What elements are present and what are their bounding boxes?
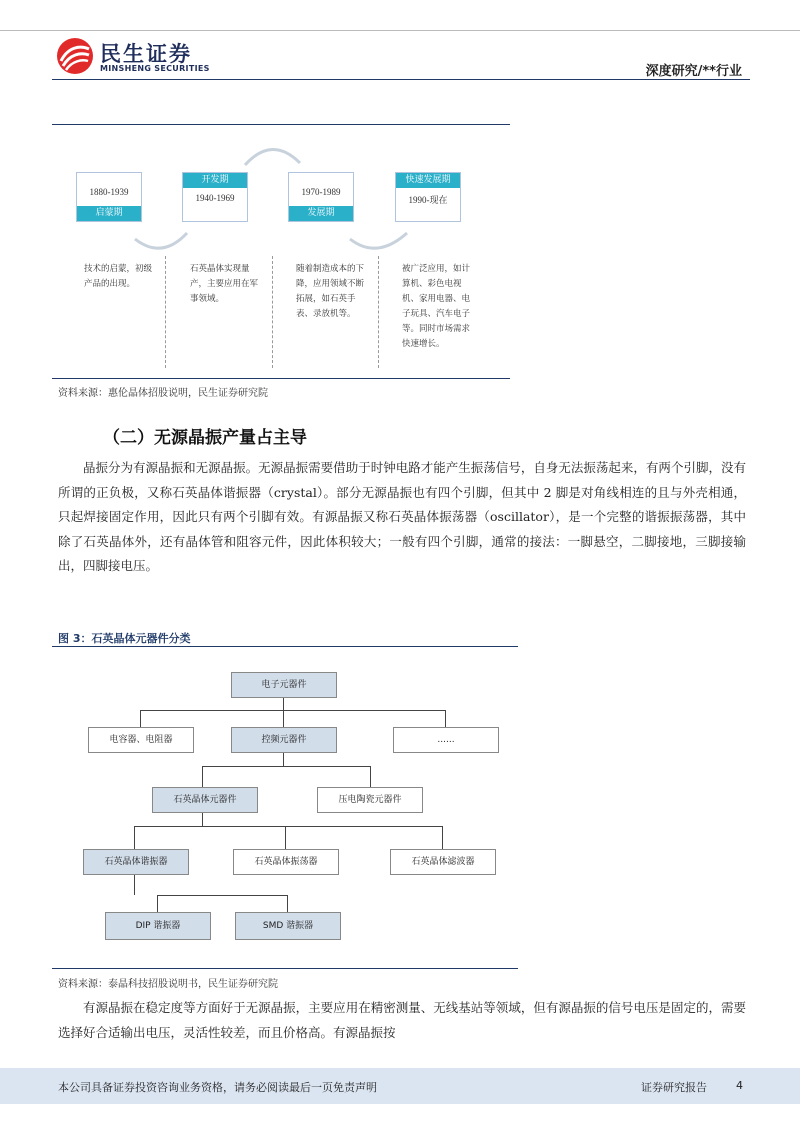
stage-3 [288, 172, 354, 222]
stage-1-period: 1880-1939 [89, 187, 129, 197]
node-piezo-ceramic-components: 压电陶瓷元器件 [317, 787, 423, 813]
stage-1-desc: 技术的启蒙，初级产品的出现。 [84, 264, 153, 289]
figure3-source: 资料来源：泰晶科技招股说明书，民生证券研究院 [58, 979, 278, 990]
node-smd-resonator: SMD 谐振器 [235, 912, 341, 940]
top-rule [0, 30, 800, 31]
page-number: 4 [736, 1079, 743, 1092]
tree-connector [287, 895, 288, 912]
tree-connector [140, 710, 445, 711]
paragraph-1 [58, 456, 746, 579]
figure3-top-rule [52, 646, 518, 647]
figure2-top-rule [52, 124, 510, 125]
node-crystal-oscillator: 石英晶体振荡器 [233, 849, 339, 875]
tree-connector [442, 826, 443, 849]
stage-3-period: 1970-1989 [301, 187, 341, 197]
tree-connector [134, 826, 135, 849]
logo-text-en: MINSHENG SECURITIES [100, 64, 210, 73]
tree-connector [157, 895, 158, 912]
stage-2-desc: 石英晶体实现量产，主要应用在军事领域。 [190, 264, 259, 304]
tree-connector [202, 766, 203, 787]
tree-connector [283, 752, 284, 766]
tree-connector [285, 826, 286, 849]
tree-connector [283, 698, 284, 710]
node-dip-resonator: DIP 谐振器 [105, 912, 211, 940]
stage-2 [182, 172, 248, 222]
figure2-bottom-rule [52, 378, 510, 379]
node-frequency-control: 控频元器件 [231, 727, 337, 753]
timeline-divider [165, 256, 167, 368]
stage-4-period: 1990-现在 [408, 195, 448, 205]
figure3-title: 图 3：石英晶体元器件分类 [58, 632, 191, 645]
stage-4 [395, 172, 461, 222]
tree-connector [202, 766, 370, 767]
tree-connector [202, 811, 203, 826]
tree-connector [134, 826, 442, 827]
paragraph-2-text: 有源晶振在稳定度等方面好于无源晶振，主要应用在精密测量、无线基站等领域，但有源晶振的信号电压是固定的，需要选择好合适输出电压，灵活性较差，而且价格高。有源晶振按 [58, 1000, 746, 1040]
stage-4-label: 快速发展期 [396, 173, 460, 188]
stage-2-label: 开发期 [183, 173, 247, 188]
report-type: 深度研究/**行业 [645, 64, 742, 79]
header-rule [52, 79, 750, 80]
tree-connector [140, 710, 141, 727]
paragraph-1-text: 晶振分为有源晶振和无源晶振。无源晶振需要借助于时钟电路才能产生振荡信号，自身无法振荡起来，有两个引脚，没有所谓的正负极，又称石英晶体谐振器（crystal）。部分无源晶振也有四个引脚，但其中 2 脚是对角线相连的且与外壳相通，只起焊接固定作用，因此只有两个引脚有效。有源晶振又称石英晶体振荡器（oscillator），是一个完整的谐振振荡器，其中除了石英晶体外，还有晶体管和阻容元件，因此体积较大；一般有四个引脚，通常的接法：一脚悬空，二脚接地，三脚接输出，四脚接电压。 [58, 460, 746, 573]
node-capacitor-resistor: 电容器、电阻器 [88, 727, 194, 753]
timeline-divider [272, 256, 274, 368]
tree-connector [370, 766, 371, 787]
stage-3-desc: 随着制造成本的下降，应用领域不断拓展，如石英手表、录放机等。 [296, 264, 365, 319]
node-crystal-resonator: 石英晶体谐振器 [83, 849, 189, 875]
footer-report-label: 证券研究报告 [641, 1081, 707, 1094]
timeline-divider [378, 256, 380, 368]
tree-connector [445, 710, 446, 727]
stage-3-label: 发展期 [289, 206, 353, 221]
node-crystal-filter: 石英晶体滤波器 [390, 849, 496, 875]
stage-4-desc: 被广泛应用，如计算机、彩色电视机、家用电器、电子玩具、汽车电子等。同时市场需求快速增长。 [402, 264, 471, 349]
logo-text-cn: 民生证券 [100, 42, 192, 66]
stage-2-period: 1940-1969 [195, 193, 235, 203]
figure2-source: 资料来源：惠伦晶体招股说明，民生证券研究院 [58, 388, 268, 399]
tree-connector [134, 874, 135, 895]
figure3-bottom-rule [52, 968, 518, 969]
tree-connector [157, 895, 287, 896]
stage-1 [76, 172, 142, 222]
stage-1-label: 启蒙期 [77, 206, 141, 221]
section-title: （二）无源晶振产量占主导 [103, 428, 307, 448]
tree-connector [283, 710, 284, 727]
paragraph-2 [58, 996, 746, 1045]
footer-disclaimer: 本公司具备证券投资咨询业务资格，请务必阅读最后一页免责声明 [58, 1081, 377, 1094]
node-electronic-components: 电子元器件 [231, 672, 337, 698]
minsheng-logo-icon [56, 37, 94, 75]
node-ellipsis: ...... [393, 727, 499, 753]
node-quartz-crystal-components: 石英晶体元器件 [152, 787, 258, 813]
